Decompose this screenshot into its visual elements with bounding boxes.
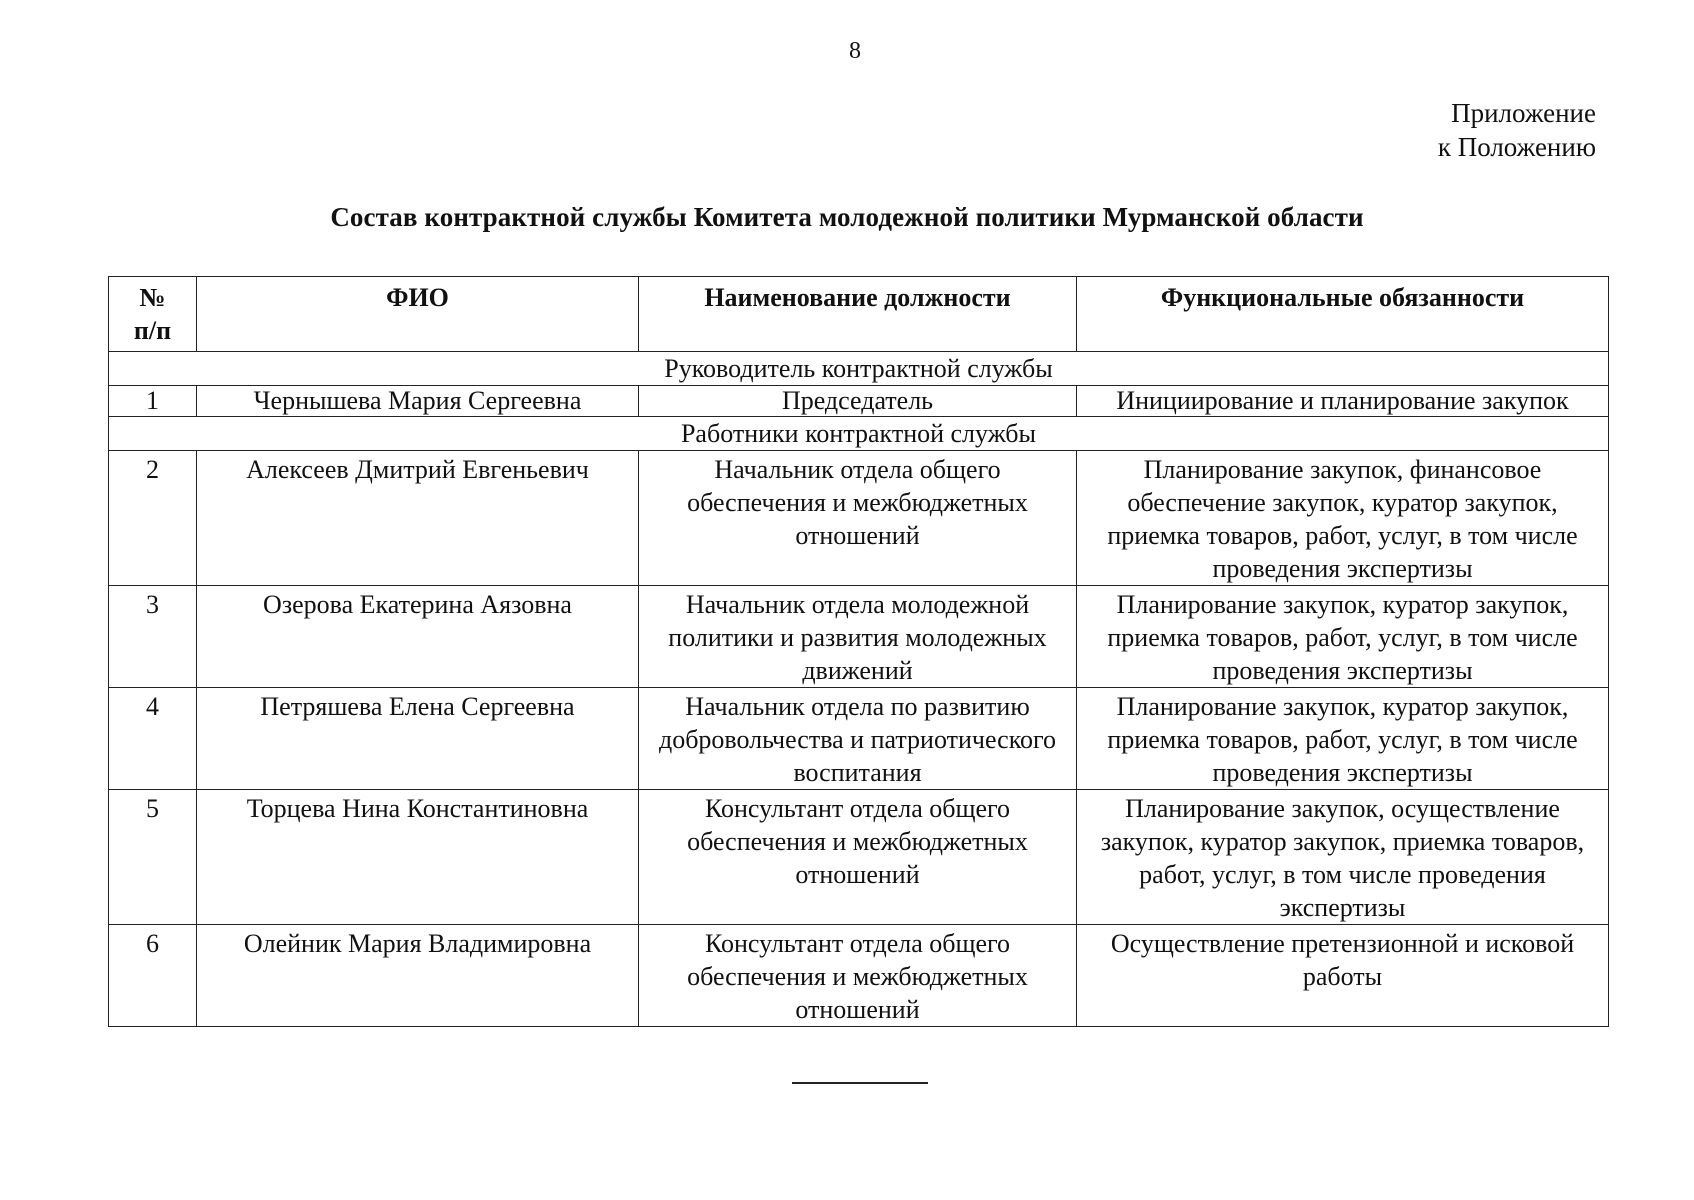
cell-number: 2: [109, 451, 197, 586]
appendix-line-1: Приложение: [1451, 98, 1596, 128]
cell-position: Начальник отдела общего обеспечения и межбюджетных отношений: [639, 451, 1077, 586]
cell-fio: Петряшева Елена Сергеевна: [197, 688, 639, 790]
cell-fio: Чернышева Мария Сергеевна: [197, 386, 639, 417]
table-row: [109, 586, 1609, 688]
table-row: [109, 790, 1609, 925]
cell-position: Начальник отдела молодежной политики и развития молодежных движений: [639, 586, 1077, 688]
contract-service-table: [108, 276, 1609, 1027]
section-title-head: Руководитель контрактной службы: [109, 352, 1609, 386]
header-fio: ФИО: [197, 277, 639, 352]
table-row: [109, 925, 1609, 1027]
cell-duties: Осуществление претензионной и исковой работы: [1077, 925, 1609, 1027]
cell-number: 5: [109, 790, 197, 925]
cell-number: 4: [109, 688, 197, 790]
cell-duties: Инициирование и планирование закупок: [1077, 386, 1609, 417]
table-row: [109, 688, 1609, 790]
section-row-head: [109, 352, 1609, 386]
cell-position: Председатель: [639, 386, 1077, 417]
page-number: 8: [849, 38, 861, 64]
cell-fio: Олейник Мария Владимировна: [197, 925, 639, 1027]
document-title: Состав контрактной службы Комитета молодежной политики Мурманской области: [330, 202, 1364, 232]
appendix-note: [1438, 96, 1596, 164]
cell-number: 3: [109, 586, 197, 688]
table-header-row: [109, 277, 1609, 352]
cell-duties: Планирование закупок, финансовое обеспечение закупок, куратор закупок, приемка товаров, работ, услуг, в том числе проведения экспертизы: [1077, 451, 1609, 586]
cell-position: Консультант отдела общего обеспечения и межбюджетных отношений: [639, 790, 1077, 925]
header-number-sign: №: [139, 283, 166, 312]
contract-service-table-wrapper: [108, 276, 1608, 1027]
cell-number: 6: [109, 925, 197, 1027]
cell-duties: Планирование закупок, куратор закупок, приемка товаров, работ, услуг, в том числе проведения экспертизы: [1077, 586, 1609, 688]
cell-position: Консультант отдела общего обеспечения и межбюджетных отношений: [639, 925, 1077, 1027]
table-row: [109, 451, 1609, 586]
section-title-staff: Работники контрактной службы: [109, 417, 1609, 451]
cell-duties: Планирование закупок, куратор закупок, приемка товаров, работ, услуг, в том числе проведения экспертизы: [1077, 688, 1609, 790]
cell-fio: Алексеев Дмитрий Евгеньевич: [197, 451, 639, 586]
table-row: [109, 386, 1609, 417]
header-number-abbrev: п/п: [133, 316, 172, 345]
header-number: [109, 277, 197, 352]
cell-duties: Планирование закупок, осуществление закупок, куратор закупок, приемка товаров, работ, услуг, в том числе проведения экспертизы: [1077, 790, 1609, 925]
cell-fio: Торцева Нина Константиновна: [197, 790, 639, 925]
appendix-line-2: к Положению: [1437, 132, 1596, 162]
section-row-staff: [109, 417, 1609, 451]
cell-number: 1: [109, 386, 197, 417]
cell-fio: Озерова Екатерина Аязовна: [197, 586, 639, 688]
cell-position: Начальник отдела по развитию добровольчества и патриотического воспитания: [639, 688, 1077, 790]
header-duties: Функциональные обязанности: [1077, 277, 1609, 352]
header-position: Наименование должности: [639, 277, 1077, 352]
closing-divider: [792, 1082, 928, 1084]
